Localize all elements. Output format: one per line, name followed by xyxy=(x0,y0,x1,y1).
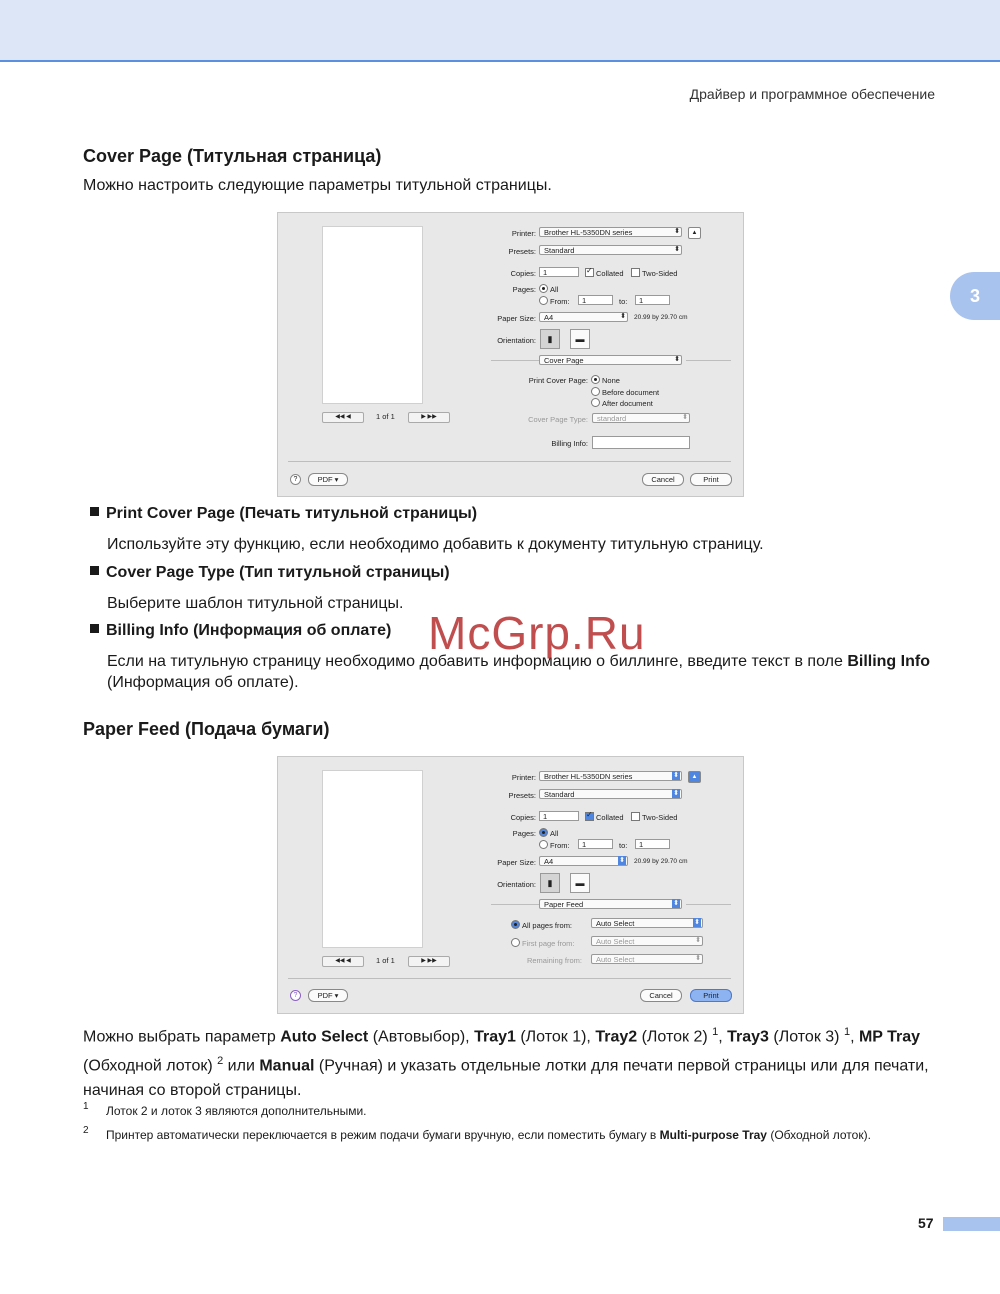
two-sided-checkbox[interactable]: Two-Sided xyxy=(631,812,677,822)
section-title-paper-feed: Paper Feed (Подача бумаги) xyxy=(83,719,330,739)
paper-size-label: Paper Size: xyxy=(497,858,536,867)
separator xyxy=(491,360,539,361)
separator xyxy=(491,904,539,905)
checkbox-icon xyxy=(585,812,594,821)
running-head: Драйвер и программное обеспечение xyxy=(689,86,935,102)
pdf-button[interactable]: PDF ▾ xyxy=(308,989,348,1002)
radio-icon xyxy=(511,938,520,947)
radio-icon xyxy=(539,296,548,305)
pages-label: Pages: xyxy=(512,285,536,294)
page-preview xyxy=(322,770,423,948)
paper-size-select[interactable]: A4 ⬍ xyxy=(539,856,628,866)
copies-input[interactable]: 1 xyxy=(539,811,579,821)
presets-label: Presets: xyxy=(508,247,536,256)
print-cover-label: Print Cover Page: xyxy=(528,376,588,385)
pages-all-radio[interactable]: All xyxy=(539,284,558,294)
radio-icon xyxy=(591,387,600,396)
bullet-body: Используйте эту функцию, если необходимо добавить к документу титульную страницу. xyxy=(107,536,764,553)
bullet-cover-page-type: Cover Page Type (Тип титульной страницы) xyxy=(90,564,450,582)
bullet-square-icon xyxy=(90,566,99,575)
copies-label: Copies: xyxy=(510,813,536,822)
presets-select[interactable]: Standard ⬍ xyxy=(539,245,682,255)
cover-type-label: Cover Page Type: xyxy=(528,415,588,424)
pages-label: Pages: xyxy=(512,829,536,838)
bullet-body: Выберите шаблон титульной страницы. xyxy=(107,595,404,612)
page-number: 57 xyxy=(918,1215,934,1231)
landscape-icon[interactable]: ▬ xyxy=(570,873,590,893)
prev-page-buttons[interactable]: ◀◀ ◀ xyxy=(322,956,364,967)
printer-label: Printer: xyxy=(511,773,536,782)
bullet-print-cover-page: Print Cover Page (Печать титульной страницы) xyxy=(90,505,477,523)
preview-pager xyxy=(322,956,492,966)
page-number-band xyxy=(943,1217,1000,1231)
print-button[interactable]: Print xyxy=(690,473,732,486)
print-button[interactable]: Print xyxy=(690,989,732,1002)
help-button[interactable]: ? xyxy=(290,990,301,1001)
separator xyxy=(288,461,731,462)
pdf-button[interactable]: PDF ▾ xyxy=(308,473,348,486)
cover-after-radio[interactable]: After document xyxy=(591,398,653,408)
remaining-source-select[interactable]: Auto Select ⬍ xyxy=(591,954,703,964)
copies-label: Copies: xyxy=(510,269,536,278)
watermark: McGrp.Ru xyxy=(428,607,646,659)
separator xyxy=(686,360,731,361)
next-page-buttons[interactable]: ▶ ▶▶ xyxy=(408,956,450,967)
page-counter: 1 of 1 xyxy=(376,956,395,965)
paper-dimensions: 20.99 by 29.70 cm xyxy=(634,314,688,321)
page-counter: 1 of 1 xyxy=(376,412,395,421)
from-input[interactable]: 1 xyxy=(578,295,613,305)
print-dialog-paper-feed xyxy=(277,756,744,1014)
paper-feed-description: Можно выбрать параметр Auto Select (Автовыбор), Tray1 (Лоток 1), Tray2 (Лоток 2) $^1$, Tray3 (Лоток 3) $^1$, MP Tray (Обходной лоток) $^2$ или Manual (Ручная) и указать отдельные лотки для печати первой страницы или для печати, начиная со второй страницы. xyxy=(83,1026,929,1099)
help-button[interactable]: ? xyxy=(290,474,301,485)
to-input[interactable]: 1 xyxy=(635,839,670,849)
collapse-button[interactable]: ▲ xyxy=(688,227,701,239)
from-input[interactable]: 1 xyxy=(578,839,613,849)
orientation-label: Orientation: xyxy=(497,880,536,889)
landscape-icon[interactable]: ▬ xyxy=(570,329,590,349)
collapse-button[interactable]: ▲ xyxy=(688,771,701,783)
checkbox-icon xyxy=(585,268,594,277)
radio-icon xyxy=(591,398,600,407)
bullet-square-icon xyxy=(90,624,99,633)
orientation-label: Orientation: xyxy=(497,336,536,345)
prev-page-buttons[interactable]: ◀◀ ◀ xyxy=(322,412,364,423)
checkbox-icon xyxy=(631,268,640,277)
radio-icon xyxy=(511,920,520,929)
page-preview xyxy=(322,226,423,404)
cancel-button[interactable]: Cancel xyxy=(642,473,684,486)
print-dialog-cover-page xyxy=(277,212,744,497)
presets-label: Presets: xyxy=(508,791,536,800)
next-page-buttons[interactable]: ▶ ▶▶ xyxy=(408,412,450,423)
pages-from-radio[interactable]: From: xyxy=(539,840,570,850)
to-label: to: xyxy=(619,297,628,306)
all-pages-from-radio[interactable]: All pages from: xyxy=(511,920,572,930)
checkbox-icon xyxy=(631,812,640,821)
to-input[interactable]: 1 xyxy=(635,295,670,305)
bullet-square-icon xyxy=(90,507,99,516)
billing-info-input[interactable] xyxy=(592,436,690,449)
cancel-button[interactable]: Cancel xyxy=(640,989,682,1002)
section-title-cover-page: Cover Page (Титульная страница) xyxy=(83,146,382,166)
radio-icon xyxy=(539,828,548,837)
radio-icon xyxy=(539,284,548,293)
paper-dimensions: 20.99 by 29.70 cm xyxy=(634,858,688,865)
to-label: to: xyxy=(619,841,628,850)
cover-none-radio[interactable]: None xyxy=(591,375,620,385)
portrait-icon[interactable]: ▮ xyxy=(540,329,560,349)
billing-info-label: Billing Info: xyxy=(551,439,588,448)
paper-size-select[interactable]: A4 ⬍ xyxy=(539,312,628,322)
section-intro: Можно настроить следующие параметры титульной страницы. xyxy=(83,177,552,194)
radio-icon xyxy=(539,840,548,849)
remaining-from-label: Remaining from: xyxy=(526,956,582,965)
pages-from-radio[interactable]: From: xyxy=(539,296,570,306)
panel-select[interactable]: Cover Page ⬍ xyxy=(539,355,682,365)
printer-label: Printer: xyxy=(511,229,536,238)
paper-size-label: Paper Size: xyxy=(497,314,536,323)
bullet-body: Если на титульную страницу необходимо добавить информацию о биллинге, введите текст в поле Billing Info (Информация об оплате). xyxy=(107,653,930,691)
bullet-billing-info: Billing Info (Информация об оплате) xyxy=(90,622,391,640)
separator xyxy=(686,904,731,905)
first-page-from-radio[interactable]: First page from: xyxy=(511,938,575,948)
copies-input[interactable]: 1 xyxy=(539,267,579,277)
presets-select[interactable]: Standard ⬍ xyxy=(539,789,682,799)
two-sided-checkbox[interactable]: Two-Sided xyxy=(631,268,677,278)
printer-select[interactable]: Brother HL-5350DN series ⬍ xyxy=(539,771,682,781)
pages-all-radio[interactable]: All xyxy=(539,828,558,838)
panel-select[interactable]: Paper Feed ⬍ xyxy=(539,899,682,909)
collated-checkbox[interactable]: ✓ Collated xyxy=(585,812,624,822)
cover-type-select[interactable]: standard ⬍ xyxy=(592,413,690,423)
cover-before-radio[interactable]: Before document xyxy=(591,387,659,397)
portrait-icon[interactable]: ▮ xyxy=(540,873,560,893)
radio-icon xyxy=(591,375,600,384)
top-band xyxy=(0,0,1000,62)
separator xyxy=(288,978,731,979)
chapter-tab: 3 xyxy=(950,272,1000,320)
printer-select[interactable]: Brother HL-5350DN series ⬍ xyxy=(539,227,682,237)
collated-checkbox[interactable]: ✓ Collated xyxy=(585,268,624,278)
preview-pager xyxy=(322,412,492,422)
first-page-source-select[interactable]: Auto Select ⬍ xyxy=(591,936,703,946)
all-pages-source-select[interactable]: Auto Select ⬍ xyxy=(591,918,703,928)
